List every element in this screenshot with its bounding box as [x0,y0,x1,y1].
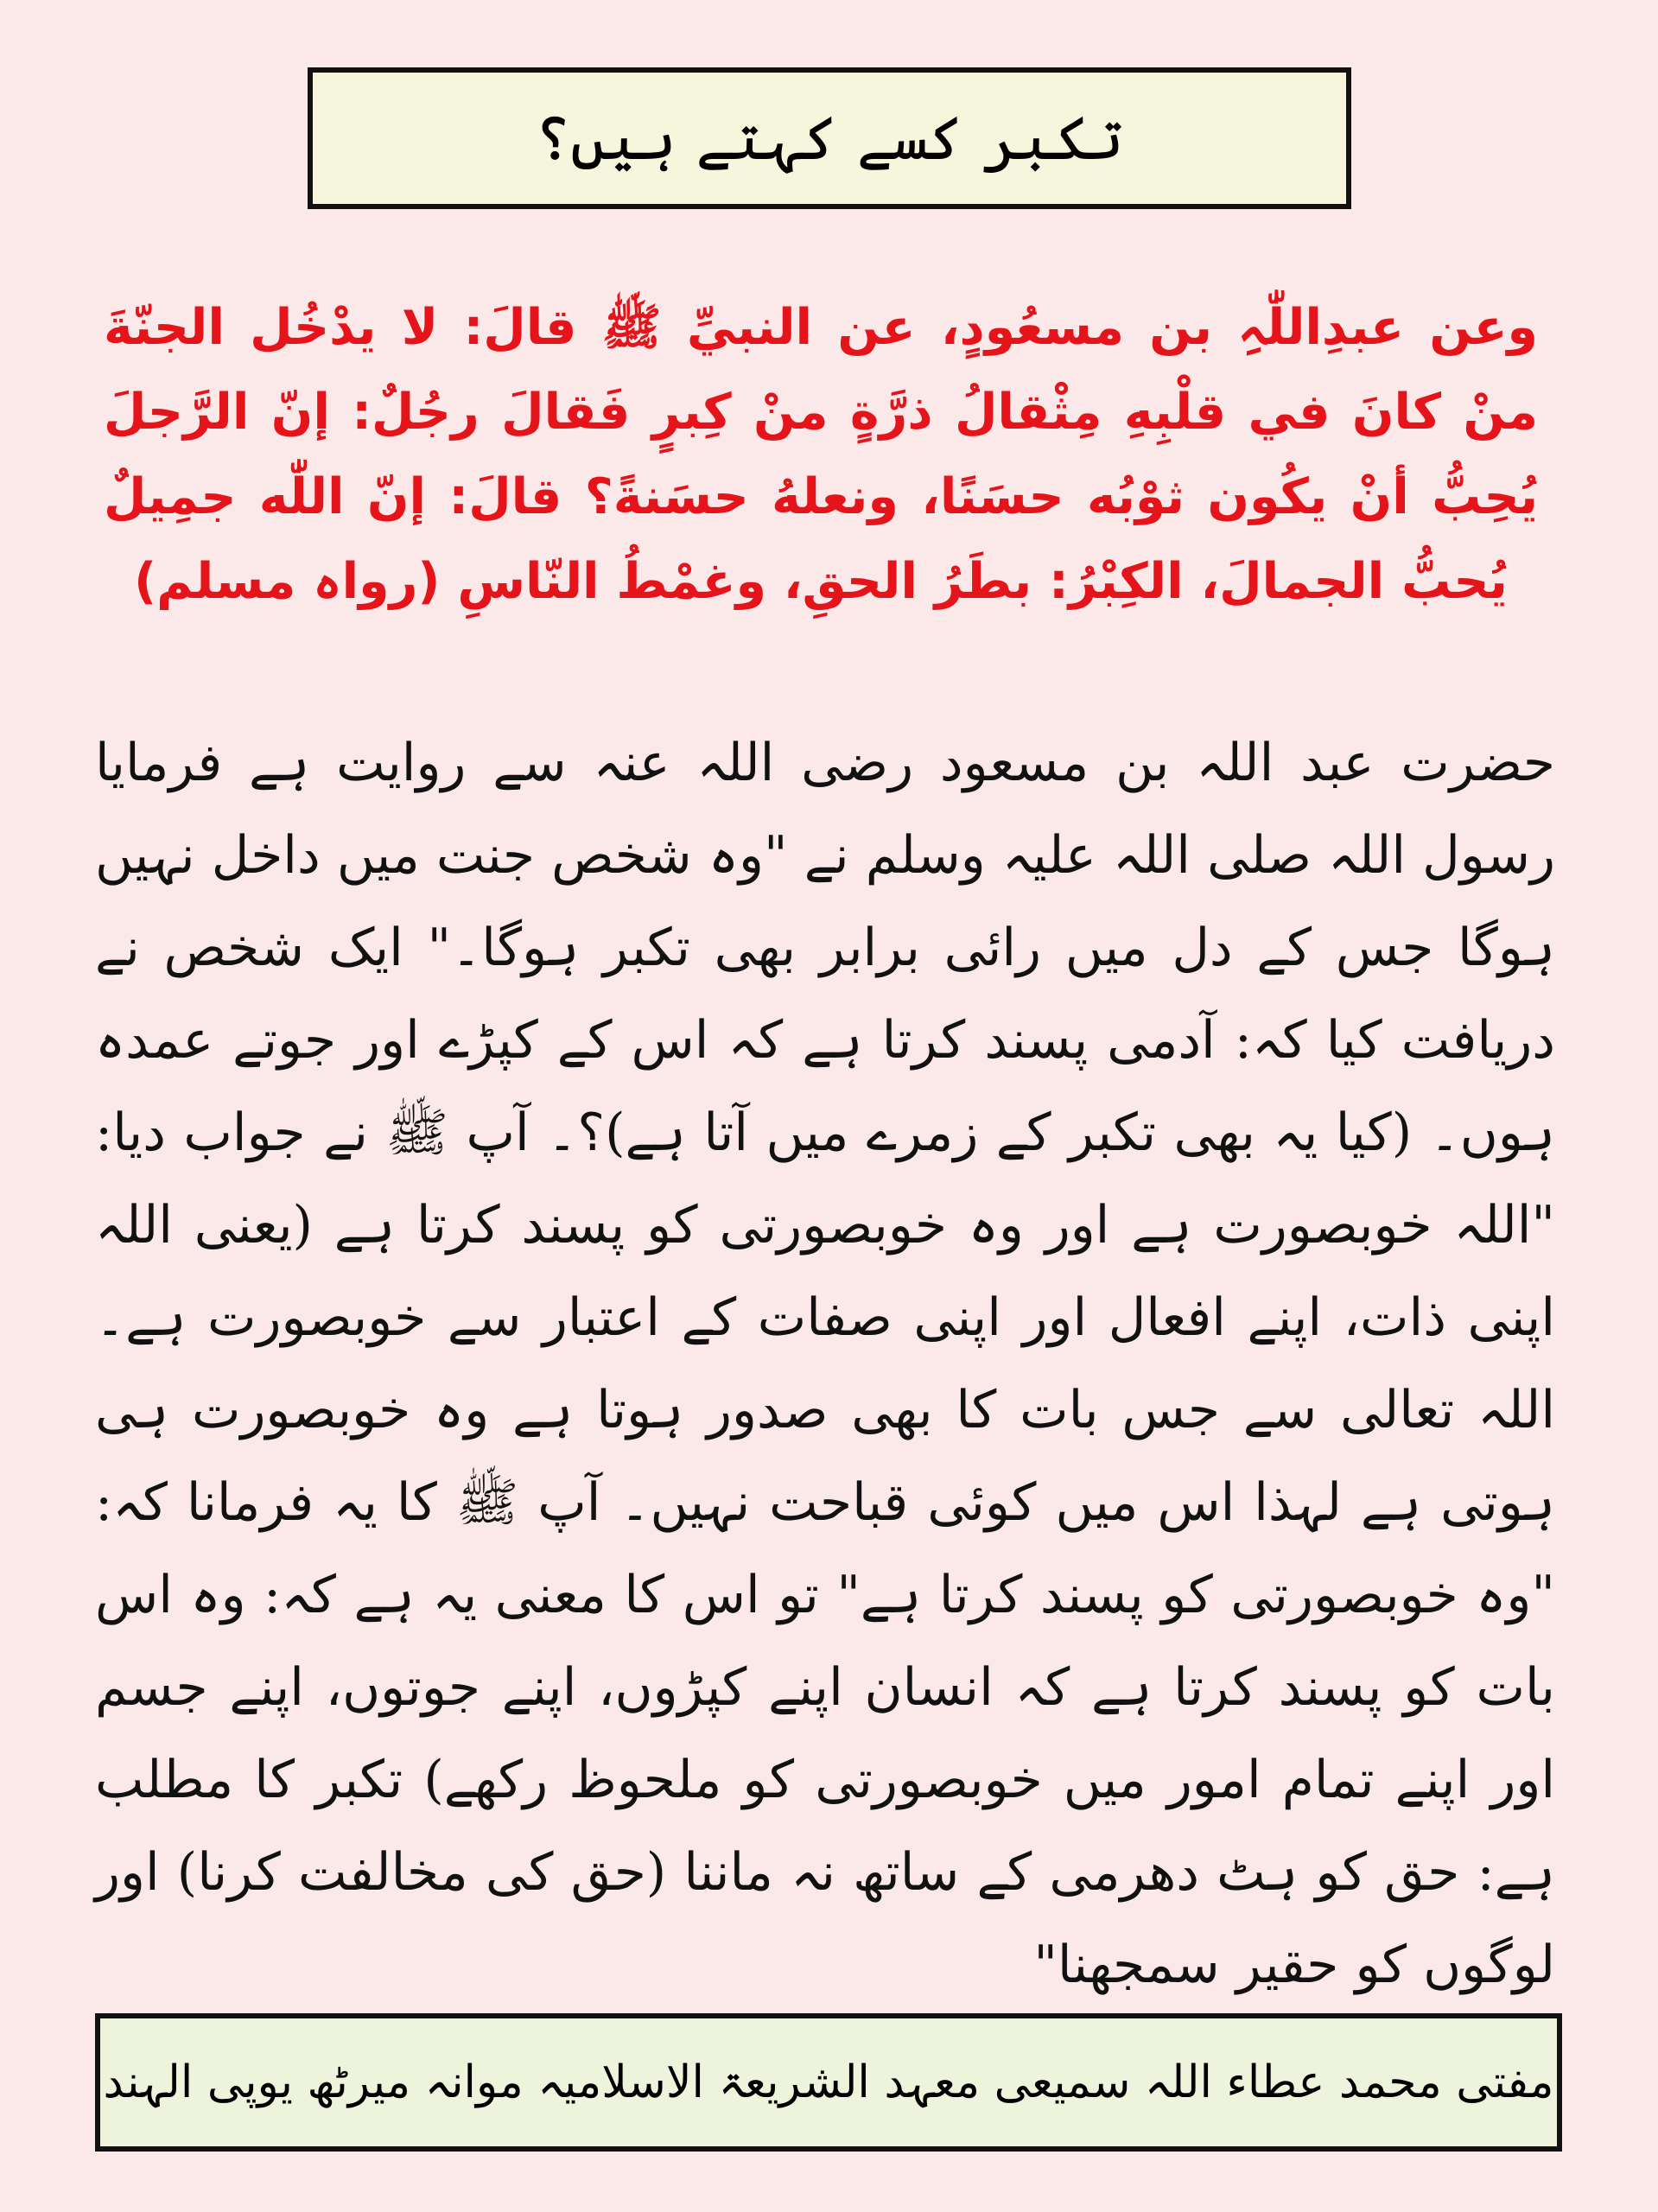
urdu-translation-text: حضرت عبد اللہ بن مسعود رضی اللہ عنہ سے روایت ہے فرمایا رسول اللہ صلی اللہ علیہ وسلم نے "وہ شخص جنت میں داخل نہیں ہوگا جس کے دل میں رائی برابر بھی تکبر ہوگا۔" ایک شخص نے دریافت کیا کہ: آدمی پسند کرتا ہے کہ اس کے کپڑے اور جوتے عمدہ ہوں۔ (کیا یہ بھی تکبر کے زمرے میں آتا ہے)؟۔ آپ ﷺ نے جواب دیا: "اللہ خوبصورت ہے اور وہ خوبصورتی کو پسند کرتا ہے (یعنی اللہ اپنی ذات، اپنے افعال اور اپنی صفات کے اعتبار سے خوبصورت ہے۔ اللہ تعالی سے جس بات کا بھی صدور ہوتا ہے وہ خوبصورت ہی ہوتی ہے لہذا اس میں کوئی قباحت نہیں۔ آپ ﷺ کا یہ فرمانا کہ: "وہ خوبصورتی کو پسند کرتا ہے" تو اس کا معنی یہ ہے کہ: وہ اس بات کو پسند کرتا ہے کہ انسان اپنے کپڑوں، اپنے جوتوں، اپنے جسم اور اپنے تمام امور میں خوبصورتی کو ملحوظ رکھے) تکبر کا مطلب ہے: حق کو ہٹ دھرمی کے ساتھ نہ ماننا (حق کی مخالفت کرنا) اور لوگوں کو حقیر سمجھنا" [95,733,1555,1995]
hadith-arabic-text: وعن عبدِاللّٰہِ بن مسعُودٍ، عن النبيِّ ﷺ قالَ: لا یدْخُل الجنّةَ منْ کانَ في قلْبِهِ مِثْقالُ ذرَّةٍ منْ كِبرٍ فَقالَ رجُلٌ: إنّ الرَّجلَ یُحِبُّ أنْ یکُون ثوْبُه حسَنًا، ونعلهُ حسَنةً؟ قالَ: إنّ اللّٰه جمِیلٌ یُحبُّ الجمالَ، الکِبْرُ: بطَرُ الحقِ، وغمْطُ النّاسِ (رواہ مسلم) [104,299,1538,610]
author-attribution: مفتی محمد عطاء اللہ سمیعی معہد الشریعۃ الاسلامیہ موانہ میرٹھ یوپی الہند [103,2056,1554,2108]
page-title: تکبر کسے کہتے ہیں؟ [535,103,1124,174]
title-box [308,67,1351,209]
footer-box [95,2013,1562,2152]
